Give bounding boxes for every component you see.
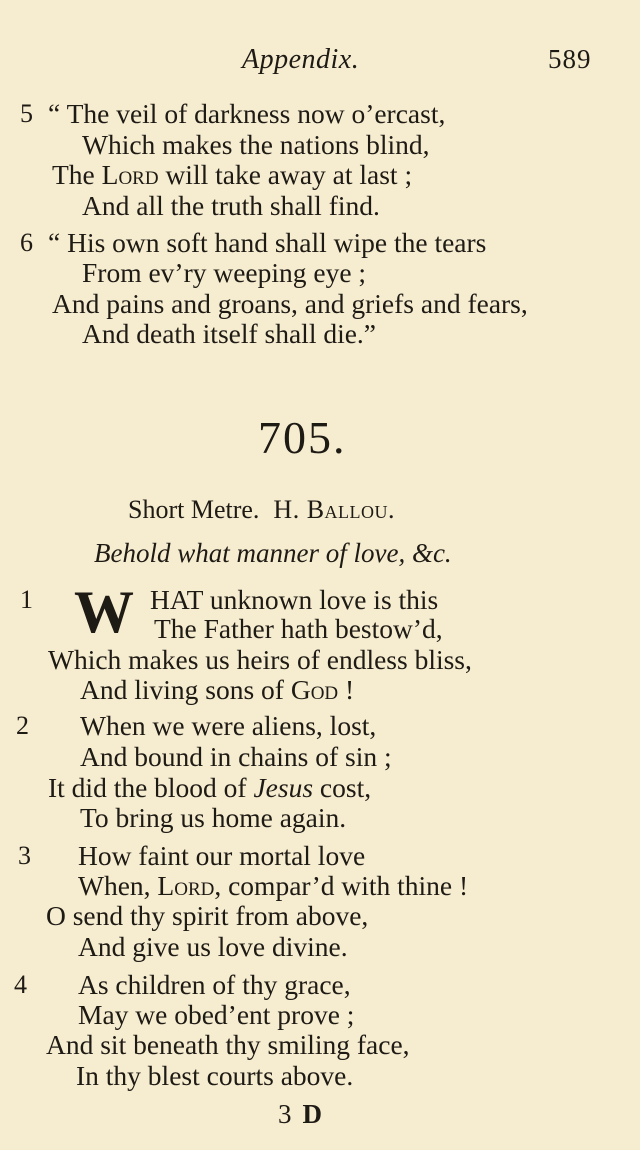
stanza-number: 6	[20, 228, 33, 257]
divine-name: Lord	[101, 159, 159, 190]
verse-line: O send thy spirit from above,	[46, 900, 369, 931]
verse-line: And pains and groans, and griefs and fears,	[52, 288, 528, 319]
verse-line: Which makes us heirs of endless bliss,	[48, 644, 472, 675]
verse-line: It did the blood of Jesus cost,	[48, 772, 372, 803]
verse-line: And living sons of God !	[80, 674, 355, 705]
running-head	[0, 44, 640, 78]
running-title: Appendix.	[242, 44, 360, 75]
drop-cap: W	[74, 579, 132, 645]
hymn-number: 705.	[258, 412, 347, 463]
verse-line: And all the truth shall find.	[82, 190, 380, 221]
signature-letter: D	[302, 1099, 323, 1129]
divine-name: Lord	[157, 870, 215, 901]
verse-line: “ The veil of darkness now o’ercast,	[48, 98, 446, 129]
verse-line: And give us love divine.	[78, 931, 348, 962]
stanza-number: 5	[20, 99, 33, 128]
verse-line: Which makes the nations blind,	[82, 129, 430, 160]
verse-line: And death itself shall die.”	[82, 318, 377, 349]
stanza-number: 3	[18, 841, 31, 870]
verse-line: The Lord will take away at last ;	[52, 159, 413, 190]
verse-line: As children of thy grace,	[78, 969, 351, 1000]
verse-line: And sit beneath thy smiling face,	[46, 1029, 410, 1060]
hymn-meta	[128, 494, 395, 526]
verse-line: The Father hath bestow’d,	[154, 613, 443, 644]
italic-name: Jesus	[253, 772, 314, 803]
verse-line: How faint our mortal love	[78, 840, 366, 871]
verse-line: “ His own soft hand shall wipe the tears	[48, 227, 487, 258]
hymn-metre: Short Metre.	[128, 495, 260, 524]
page-number: 589	[548, 44, 592, 74]
verse-line: To bring us home again.	[80, 802, 347, 833]
stanza-number: 1	[20, 585, 33, 614]
verse-line: From ev’ry weeping eye ;	[82, 257, 367, 288]
verse-line: In thy blest courts above.	[76, 1060, 354, 1091]
verse-line: When, Lord, compar’d with thine !	[78, 870, 469, 901]
divine-name: God	[290, 674, 339, 705]
stanza-number: 2	[16, 711, 29, 740]
verse-line: When we were aliens, lost,	[80, 710, 377, 741]
hymn-author: H. Ballou.	[273, 495, 396, 524]
stanza-number: 4	[14, 970, 27, 999]
signature-number: 3	[278, 1099, 293, 1129]
signature-mark	[278, 1098, 323, 1130]
verse-line: May we obed’ent prove ;	[78, 999, 355, 1030]
hymn-subtitle: Behold what manner of love, &c.	[94, 538, 452, 568]
verse-line: And bound in chains of sin ;	[80, 741, 392, 772]
verse-line: HAT unknown love is this	[150, 584, 439, 615]
